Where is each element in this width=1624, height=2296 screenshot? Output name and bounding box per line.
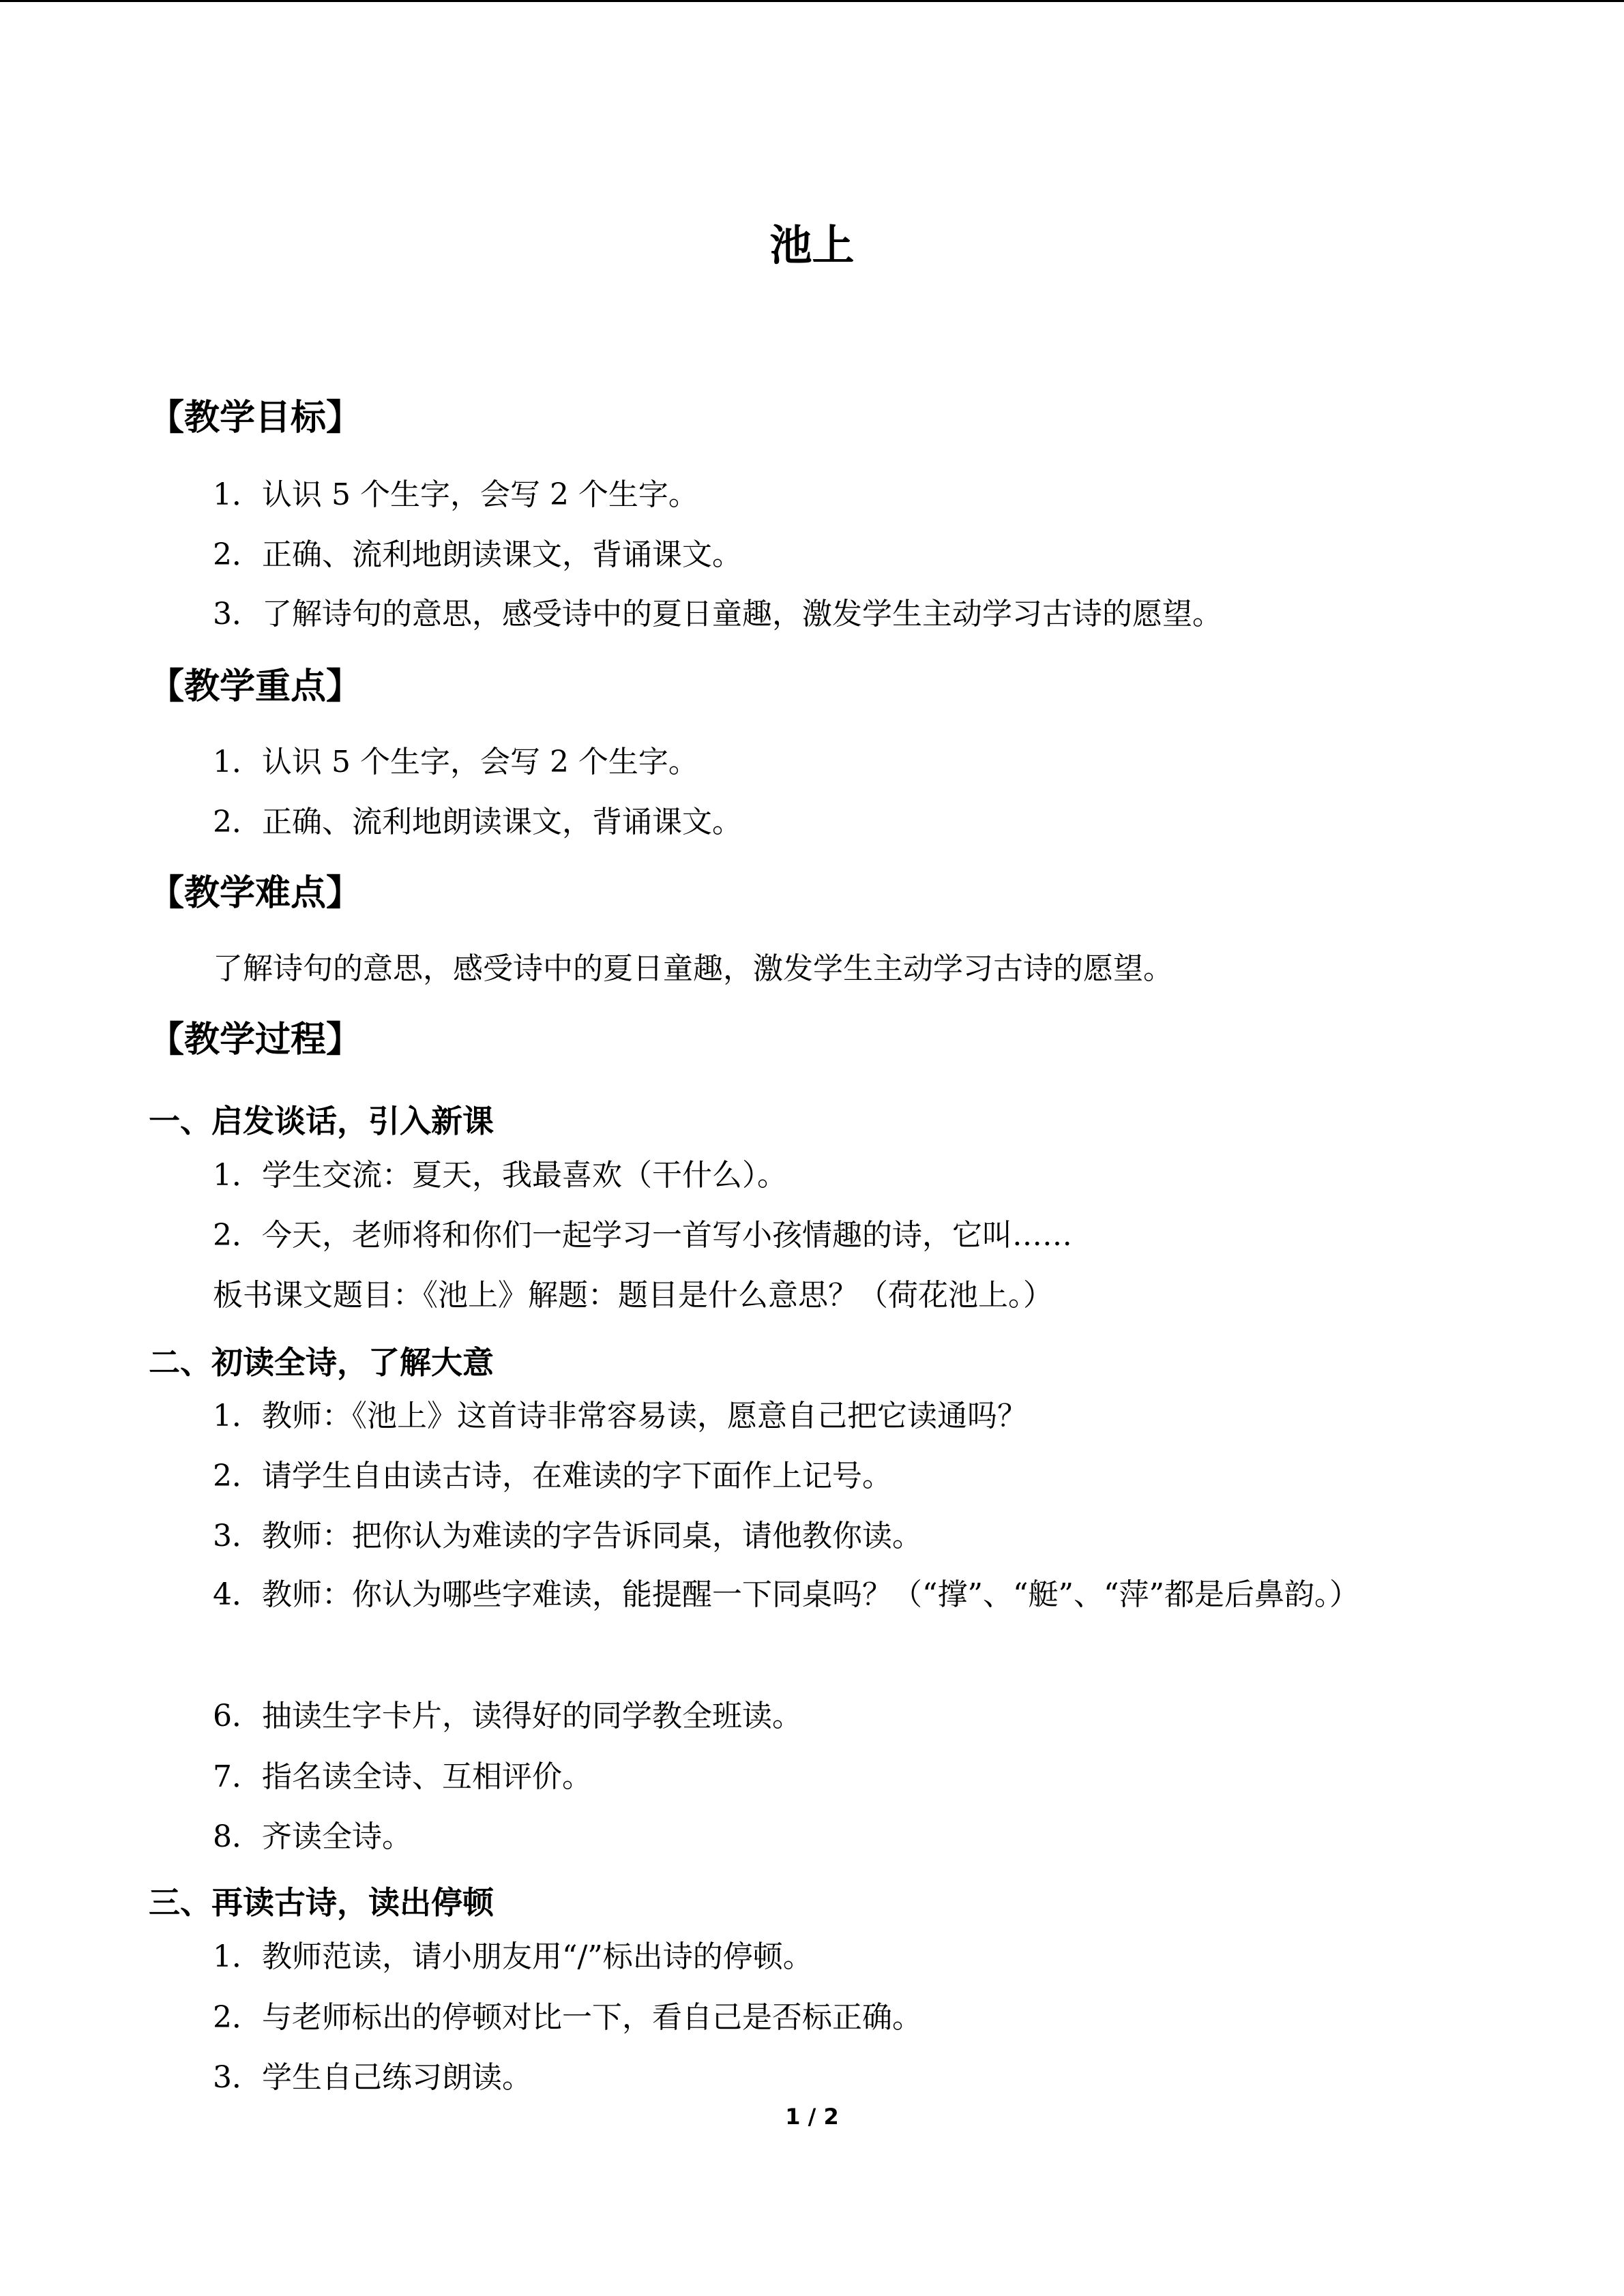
section-1-item-1: 1．学生交流：夏天，我最喜欢（干什么）。 [213, 1158, 787, 1193]
section-2-item-3: 3．教师：把你认为难读的字告诉同桌，请他教你读。 [213, 1519, 922, 1553]
section-3-item-1: 1．教师范读，请小朋友用“/”标出诗的停顿。 [213, 1939, 813, 1974]
section-1-item-2: 2．今天，老师将和你们一起学习一首写小孩情趣的诗，它叫…… [213, 1218, 1072, 1253]
section-1-item-3: 板书课文题目：《池上》解题：题目是什么意思？（荷花池上。） [213, 1278, 1053, 1313]
section-3-item-3: 3．学生自己练习朗读。 [213, 2060, 532, 2095]
section-2-item-7: 7．指名读全诗、互相评价。 [213, 1759, 592, 1794]
page-number: 1 / 2 [785, 2104, 839, 2130]
objective-item-1: 1．认识 5 个生字，会写 2 个生字。 [213, 477, 698, 512]
objective-item-2: 2．正确、流利地朗读课文，背诵课文。 [213, 537, 742, 572]
section-2-item-6: 6．抽读生字卡片，读得好的同学教全班读。 [213, 1699, 802, 1733]
section-2-item-1: 1．教师：《池上》这首诗非常容易读，愿意自己把它读通吗？ [213, 1399, 1027, 1433]
process-heading: 【教学过程】 [149, 1019, 362, 1060]
difficulties-text: 了解诗句的意思，感受诗中的夏日童趣，激发学生主动学习古诗的愿望。 [213, 951, 1173, 986]
section-2-item-8: 8．齐读全诗。 [213, 1819, 412, 1854]
section-title-3: 三、再读古诗，读出停顿 [149, 1884, 494, 1921]
key-points-heading: 【教学重点】 [149, 666, 362, 707]
section-title-1: 一、启发谈话，引入新课 [149, 1103, 494, 1139]
document-title: 池上 [769, 220, 855, 270]
difficulties-heading: 【教学难点】 [149, 873, 362, 914]
section-3-item-2: 2．与老师标出的停顿对比一下，看自己是否标正确。 [213, 2000, 922, 2035]
key-point-item-2: 2．正确、流利地朗读课文，背诵课文。 [213, 805, 742, 839]
section-title-2: 二、初读全诗，了解大意 [149, 1344, 494, 1381]
objective-item-3: 3．了解诗句的意思，感受诗中的夏日童趣，激发学生主动学习古诗的愿望。 [213, 597, 1222, 631]
objectives-heading: 【教学目标】 [149, 398, 362, 438]
section-2-item-2: 2．请学生自由读古诗，在难读的字下面作上记号。 [213, 1459, 892, 1493]
section-2-item-4: 4．教师：你认为哪些字难读，能提醒一下同桌吗？（“撑”、“艇”、“萍”都是后鼻韵。） [213, 1577, 1359, 1612]
key-point-item-1: 1．认识 5 个生字，会写 2 个生字。 [213, 745, 698, 779]
